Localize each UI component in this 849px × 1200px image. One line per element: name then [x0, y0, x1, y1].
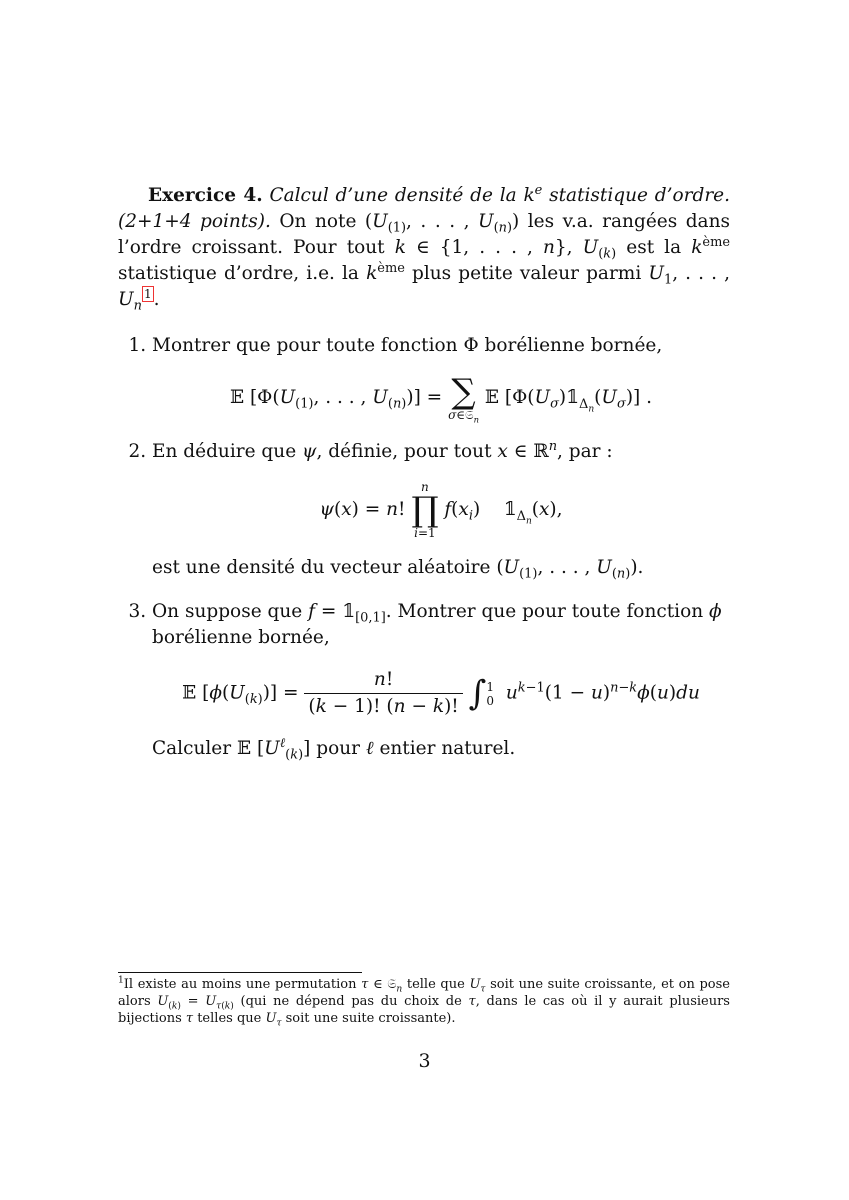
equation-1: 𝔼 [$\Phi(U_{(1)}$, . . . , $U_{(n)}$)] = ∑ σ∈𝔖$_n$ 𝔼 $[\Phi(U_\sigma)𝟙_{\Delta_n}(U_\sigma)]$ . — [229, 372, 653, 425]
equation-3: 𝔼 $[\phi(U_{(k)})]$ = $\frac{n!}{(k - 1)! (n - k)!}$ ∫ 1 0 $u^{k-1}(1 - u)^{n-k}\phi(u)du$ — [182, 669, 700, 717]
question-2: 2. En déduire que ψ, définie, pour tout x ∈ ℝ$^n$, par : ψ(x) = n! n ∏ i=1 $f(x_i)$ $𝟙_{\Delta_n}(x)$, est une densité du vecteur aléatoire ($U_{(1)}$, . . . , $U_{(n)}$). — [152, 439, 730, 581]
page-number: 3 — [418, 1050, 431, 1072]
footnote-rule — [118, 972, 362, 973]
question-1: 1. Montrer que pour toute fonction Φ borélienne bornée, 𝔼 [$\Phi(U_{(1)}$, . . . , $U_{(n)}$)] = ∑ σ∈𝔖$_n$ 𝔼 $[\Phi(U_\sigma)𝟙_{\Delta_n}(U_\sigma)]$ . — [152, 333, 730, 421]
footnote-link[interactable]: 1 — [143, 286, 152, 301]
exercise-title: Calcul d’une densité de la $k^e$ statistique d’ordre. (2+1+4 points). — [118, 182, 730, 232]
footnote: $^1$Il existe au moins une permutation τ ∈ 𝔖$_n$ telle que $U_\tau$ soit une suite croissante, et on pose alors $U_{(k)} = U_{\tau(k)}$ (qui ne dépend pas du choix de τ, dans le cas où il y aurait plusieurs bijections τ telles que $U_\tau$ soit une suite croissante). — [118, 975, 730, 1029]
question-3: 3. On suppose que $f = 𝟙_{[0,1]}$. Montrer que pour toute fonction ϕ borélienne bornée, 𝔼 $[\phi(U_{(k)})]$ = $\frac{n!}{(k - 1)! (n - k)!}$ ∫ 1 0 $u^{k-1}(1 - u)^{n-k}\phi(u)du$ Calculer 𝔼 $[U^\ell_{(k)}]$ pour ℓ entier naturel. — [152, 599, 730, 762]
exercise-label: Exercice 4. — [148, 185, 263, 206]
equation-2: ψ(x) = n! n ∏ i=1 $f(x_i)$ $𝟙_{\Delta_n}(x)$, — [319, 480, 563, 540]
exercise-body — [118, 183, 730, 780]
exercise-intro: Exercice 4. Calcul d’une densité de la $k^e$ statistique d’ordre. (2+1+4 points). On note ($U_{(1)}$, . . . , $U_{(n)}$) les v.a. rangées dans l’ordre croissant. Pour tout k ∈ {1, . . . , n}, $U_{(k)}$ est la $k^{ème}$ statistique d’ordre, i.e. la $k^{ème}$ plus petite valeur parmi $U_1$, . . . , $U_n^1$ . — [118, 182, 731, 314]
